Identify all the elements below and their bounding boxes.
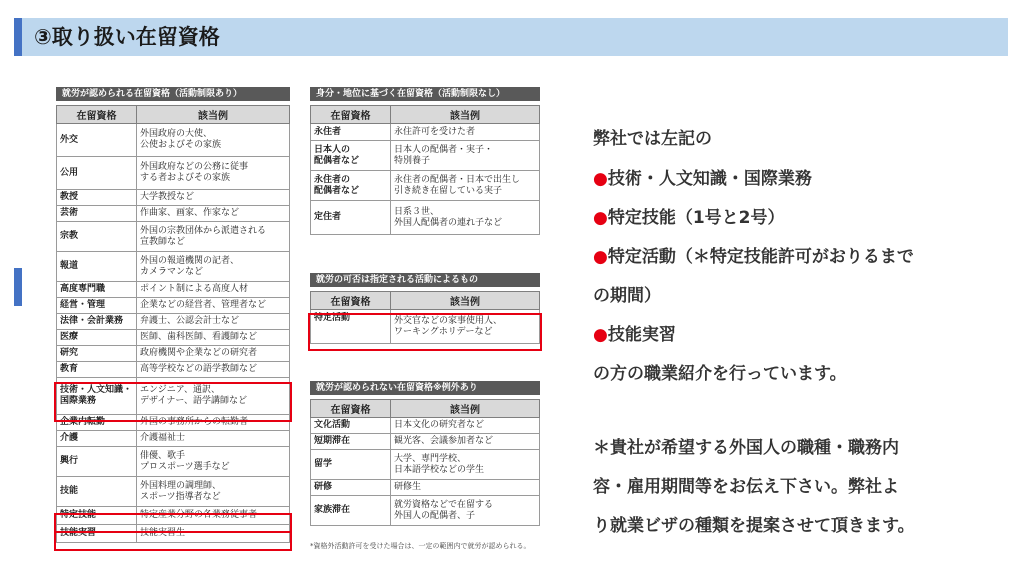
status-cell: 永住者	[311, 124, 391, 141]
example-cell: 研修生	[391, 480, 540, 496]
bullet-icon: ●	[593, 247, 608, 267]
table-row	[311, 450, 540, 480]
example-cell: 企業などの経営者、管理者など	[137, 298, 290, 314]
title-bar	[14, 18, 1008, 56]
table-work-restricted	[56, 87, 290, 543]
table-row	[311, 201, 540, 235]
status-cell: 特定活動	[311, 310, 391, 344]
status-cell: 医療	[57, 330, 137, 346]
status-cell: 経営・管理	[57, 298, 137, 314]
table-row	[57, 252, 290, 282]
table-header-row	[311, 292, 540, 310]
column-header-example: 該当例	[391, 400, 540, 418]
bullet-icon: ●	[593, 169, 608, 189]
column-header-status: 在留資格	[311, 400, 391, 418]
example-cell: 外国政府などの公務に従事 する者およびその家族	[137, 157, 290, 190]
status-cell: 教育	[57, 362, 137, 378]
status-cell: 日本人の 配偶者など	[311, 141, 391, 171]
example-cell: 永住者の配偶者・日本で出生し 引き続き在留している実子	[391, 171, 540, 201]
table-no-restriction	[310, 87, 540, 235]
status-cell: 研修	[311, 480, 391, 496]
table-row	[311, 124, 540, 141]
table-row	[57, 222, 290, 252]
example-cell: 大学教授など	[137, 190, 290, 206]
column-header-example: 該当例	[137, 106, 290, 124]
example-cell: 医師、歯科医師、看護師など	[137, 330, 290, 346]
table-row	[57, 314, 290, 330]
example-cell: 永住許可を受けた者	[391, 124, 540, 141]
example-cell: エンジニア、通訳、 デザイナー、語学講師など	[137, 378, 290, 415]
status-table	[310, 399, 540, 526]
status-cell: 家族滞在	[311, 496, 391, 526]
footnote: *資格外活動許可を受けた場合は、一定の範囲内で就労が認められる。	[310, 542, 531, 550]
status-cell: 技能実習	[57, 525, 137, 543]
table-row	[57, 362, 290, 378]
bullet-icon: ●	[593, 208, 608, 228]
status-cell: 高度専門職	[57, 282, 137, 298]
table-row	[311, 171, 540, 201]
table-row	[311, 418, 540, 434]
status-cell: 企業内転勤	[57, 415, 137, 431]
example-cell: 外国料理の調理師、 スポーツ指導者など	[137, 477, 290, 507]
status-cell: 法律・会計業務	[57, 314, 137, 330]
table-row	[57, 157, 290, 190]
table-row	[57, 330, 290, 346]
bullet-icon: ●	[593, 325, 608, 345]
example-cell: 外国の事務所からの転勤者	[137, 415, 290, 431]
example-cell: 外国政府の大使、 公使およびその家族	[137, 124, 290, 157]
table-row	[311, 434, 540, 450]
example-cell: 高等学校などの語学教師など	[137, 362, 290, 378]
table-row	[57, 431, 290, 447]
column-header-status: 在留資格	[311, 106, 391, 124]
example-cell: 就労資格などで在留する 外国人の配偶者、子	[391, 496, 540, 526]
table-row	[311, 480, 540, 496]
column-header-example: 該当例	[391, 292, 540, 310]
table-heading: 就労が認められない在留資格※例外あり	[310, 381, 540, 395]
example-cell: 介護福祉士	[137, 431, 290, 447]
highlight-box-engineer	[54, 382, 292, 422]
bullet-item: ●特定活動（＊特定技能許可がおりるまで	[593, 247, 914, 267]
bullet-item-continuation: の期間）	[593, 286, 661, 306]
status-cell: 公用	[57, 157, 137, 190]
status-table	[310, 105, 540, 235]
outro-text: の方の職業紹介を行っています。	[593, 364, 847, 384]
status-cell: 外交	[57, 124, 137, 157]
bullet-item: ●技術・人文知識・国際業務	[593, 169, 812, 189]
status-table	[56, 105, 290, 543]
page-title: ③取り扱い在留資格	[34, 25, 220, 49]
highlight-box-technical-intern	[54, 531, 292, 551]
status-cell: 研究	[57, 346, 137, 362]
table-row	[57, 190, 290, 206]
example-cell: 観光客、会議参加者など	[391, 434, 540, 450]
side-accent-bar	[14, 268, 22, 306]
status-cell: 特定技能	[57, 507, 137, 525]
table-heading: 就労の可否は指定される活動によるもの	[310, 273, 540, 287]
status-cell: 定住者	[311, 201, 391, 235]
status-cell: 宗教	[57, 222, 137, 252]
example-cell: 政府機関や企業などの研究者	[137, 346, 290, 362]
status-cell: 文化活動	[311, 418, 391, 434]
example-cell: 俳優、歌手 プロスポーツ選手など	[137, 447, 290, 477]
table-header-row	[57, 106, 290, 124]
note-text: 容・雇用期間等をお伝え下さい。弊社よ	[593, 477, 899, 497]
column-header-status: 在留資格	[311, 292, 391, 310]
status-cell: 介護	[57, 431, 137, 447]
status-cell: 興行	[57, 447, 137, 477]
table-header-row	[311, 400, 540, 418]
example-cell: 外交官などの家事使用人、 ワーキングホリデーなど	[391, 310, 540, 344]
column-header-status: 在留資格	[57, 106, 137, 124]
example-cell: 日本文化の研究者など	[391, 418, 540, 434]
column-header-example: 該当例	[391, 106, 540, 124]
table-row	[311, 141, 540, 171]
example-cell: 日本人の配偶者・実子・ 特別養子	[391, 141, 540, 171]
table-row	[57, 298, 290, 314]
example-cell: 外国の報道機関の記者、 カメラマンなど	[137, 252, 290, 282]
example-cell: 作曲家、画家、作家など	[137, 206, 290, 222]
status-cell: 技術・人文知識・ 国際業務	[57, 378, 137, 415]
highlight-box-specified-skilled	[54, 513, 292, 533]
status-cell: 永住者の 配偶者など	[311, 171, 391, 201]
intro-text: 弊社では左記の	[593, 129, 712, 149]
table-row	[57, 477, 290, 507]
title-accent-bar	[14, 18, 22, 56]
table-row	[57, 447, 290, 477]
status-cell: 教授	[57, 190, 137, 206]
table-heading: 就労が認められる在留資格（活動制限あり）	[56, 87, 290, 101]
example-cell: ポイント制による高度人材	[137, 282, 290, 298]
bullet-item: ●技能実習	[593, 325, 676, 345]
table-heading: 身分・地位に基づく在留資格（活動制限なし）	[310, 87, 540, 101]
note-text: ＊貴社が希望する外国人の職種・職務内	[593, 438, 899, 458]
table-row	[57, 346, 290, 362]
bullet-item: ●特定技能（1号と2号）	[593, 208, 785, 228]
example-cell: 弁護士、公認会計士など	[137, 314, 290, 330]
note-text: り就業ビザの種類を提案させて頂きます。	[593, 516, 915, 536]
highlight-box-designated-activity	[308, 313, 542, 351]
table-work-not-permitted	[310, 381, 540, 526]
example-cell: 外国の宗教団体から派遣される 宣教師など	[137, 222, 290, 252]
table-row	[57, 206, 290, 222]
example-cell: 日系３世、 外国人配偶者の連れ子など	[391, 201, 540, 235]
table-row	[57, 124, 290, 157]
status-cell: 報道	[57, 252, 137, 282]
status-cell: 技能	[57, 477, 137, 507]
status-cell: 短期滞在	[311, 434, 391, 450]
status-cell: 留学	[311, 450, 391, 480]
table-row	[57, 282, 290, 298]
table-row	[311, 496, 540, 526]
example-cell: 特定産業分野の各業務従事者	[137, 507, 290, 525]
status-cell: 芸術	[57, 206, 137, 222]
example-cell: 大学、専門学校、 日本語学校などの学生	[391, 450, 540, 480]
example-cell: 技能実習生	[137, 525, 290, 543]
table-header-row	[311, 106, 540, 124]
